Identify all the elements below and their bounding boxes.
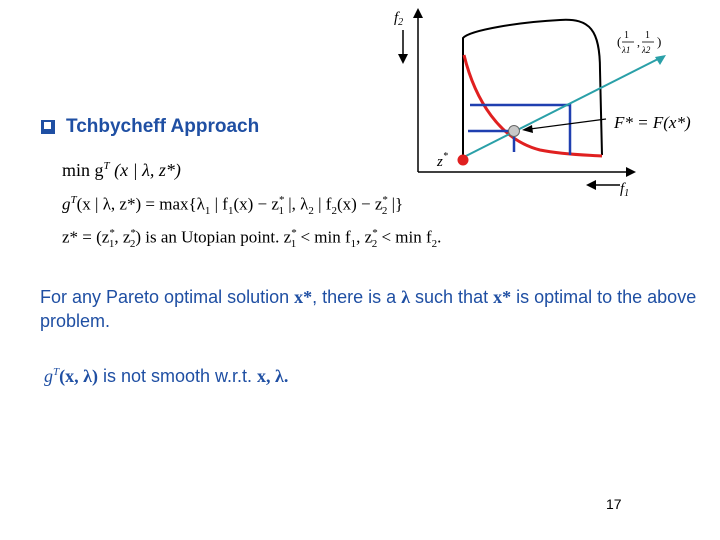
smoothness-note: $g^T(x$, λ) is not smooth w.r.t. x, λ. bbox=[44, 366, 289, 386]
lambda-vector-label bbox=[617, 30, 661, 55]
equation-tchebycheff-definition: $g^T(x$ | λ, $z*) = \max\{\lambda_1$ | $f_1(x) - z^*_1$ |, $\lambda_2$ | $f_2(x) - z^*_2$ |} bbox=[62, 194, 404, 218]
f1-label: $f_1$ bbox=[620, 181, 630, 199]
svg-text:(: ( bbox=[617, 34, 622, 49]
svg-text:1: 1 bbox=[645, 30, 650, 41]
f1-axis-arrowhead bbox=[626, 167, 636, 177]
svg-text:λ2: λ2 bbox=[642, 45, 651, 55]
svg-text:,: , bbox=[637, 35, 640, 49]
svg-text:): ) bbox=[657, 34, 662, 49]
pareto-statement: For any Pareto optimal solution x*, there is a λ such that x* is optimal to the above problem. bbox=[40, 287, 697, 331]
page-number: 17 bbox=[606, 496, 622, 512]
utopia-point bbox=[458, 155, 469, 166]
optimal-objective-label: F* = F(x*) bbox=[614, 113, 691, 132]
equation-utopian-point: $z* = (z^*_1$, $z^*_2$) is an Utopian point. $z^*_1 < \min f_1$, $z^*_2 < \min f_2$. bbox=[62, 227, 442, 251]
f2-label: $f_2$ bbox=[394, 10, 404, 28]
section-heading: Tchbycheff Approach bbox=[66, 116, 260, 137]
lambda-ray bbox=[458, 58, 660, 160]
f2-direction-arrowhead bbox=[398, 54, 408, 64]
equation-minimization: $\min g^T$ (x | λ, z*) bbox=[62, 160, 181, 180]
feasible-region bbox=[463, 20, 602, 155]
svg-text:1: 1 bbox=[624, 30, 629, 41]
optimal-point bbox=[509, 126, 520, 137]
utopia-label: z* bbox=[437, 151, 448, 170]
svg-text:λ1: λ1 bbox=[622, 45, 631, 55]
f1-direction-arrowhead bbox=[586, 180, 596, 190]
f2-axis-arrowhead bbox=[413, 8, 423, 18]
optimal-point-pointer bbox=[530, 119, 606, 129]
